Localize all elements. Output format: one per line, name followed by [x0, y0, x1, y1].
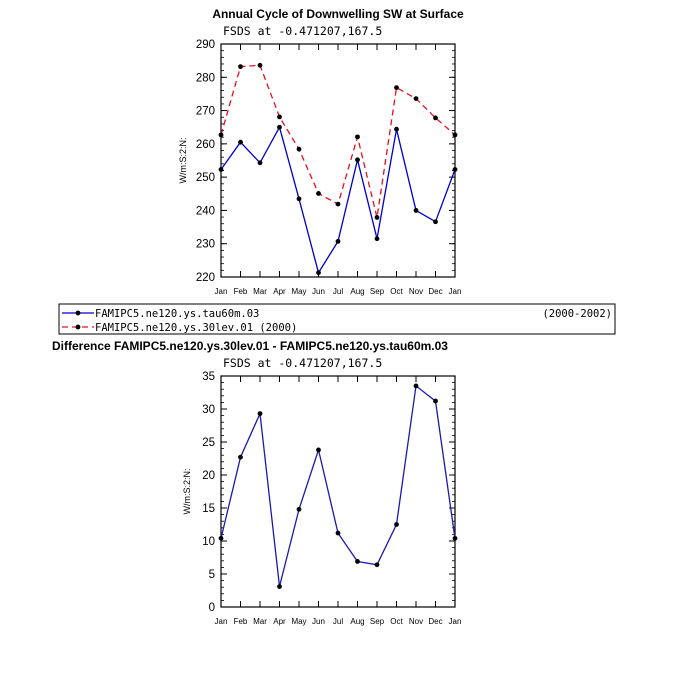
legend-label-1: FAMIPC5.ne120.ys.tau60m.03 [95, 308, 260, 320]
data-point [316, 191, 321, 196]
x-tick-label: May [291, 617, 307, 626]
plot-frame [221, 376, 455, 607]
y-tick-label: 220 [195, 272, 215, 284]
data-point [316, 448, 321, 453]
y-tick-label: 20 [202, 470, 215, 482]
data-point [258, 411, 263, 416]
data-point [277, 125, 282, 130]
chart-subtitle: FSDS at -0.471207,167.5 [223, 356, 383, 370]
data-point [355, 157, 360, 162]
data-point [433, 115, 438, 120]
x-tick-label: Dec [428, 617, 443, 626]
data-point [297, 147, 302, 152]
y-tick-label: 30 [202, 404, 215, 416]
x-tick-label: Jan [448, 617, 462, 626]
data-point [238, 64, 243, 69]
data-point [375, 215, 380, 220]
x-tick-label: Dec [428, 287, 443, 296]
data-point [414, 96, 419, 101]
x-tick-label: Jan [214, 617, 228, 626]
data-point [258, 160, 263, 165]
y-tick-label: 240 [195, 205, 215, 218]
data-point [219, 536, 224, 541]
data-point [414, 208, 419, 213]
data-point [238, 455, 243, 460]
y-axis-label: W/m:S:2:N: [178, 137, 188, 184]
data-point [336, 531, 341, 536]
y-tick-label: 0 [208, 602, 215, 614]
x-tick-label: Sep [369, 287, 385, 296]
x-tick-label: Nov [408, 617, 424, 626]
x-tick-label: Feb [233, 617, 248, 626]
chart-title: Annual Cycle of Downwelling SW at Surface [212, 7, 464, 21]
y-axis-label: W/m:S:2:N: [182, 468, 192, 515]
x-tick-label: Nov [408, 287, 424, 296]
data-point [375, 236, 380, 241]
data-point [336, 202, 341, 207]
x-tick-label: Mar [253, 617, 267, 626]
chart-title: Difference FAMIPC5.ne120.ys.30lev.01 - FAMIPC5.ne120.ys.tau60m.03 [52, 339, 448, 353]
x-tick-label: Sep [369, 617, 385, 626]
x-tick-label: Oct [390, 287, 403, 296]
series-line-1 [221, 127, 455, 273]
x-tick-label: Aug [350, 287, 365, 296]
data-point [258, 63, 263, 68]
x-tick-label: Mar [253, 287, 267, 296]
x-tick-label: Apr [273, 287, 286, 296]
data-point [394, 127, 399, 132]
data-point [277, 114, 282, 119]
data-point [219, 167, 224, 172]
legend-label-2: FAMIPC5.ne120.ys.30lev.01 (2000) [95, 322, 298, 334]
x-tick-label: Jan [448, 287, 462, 296]
data-point [394, 522, 399, 527]
x-tick-label: Jun [312, 617, 325, 626]
y-tick-label: 35 [202, 371, 215, 383]
data-point [297, 507, 302, 512]
data-point [355, 559, 360, 564]
series-line-1 [221, 386, 455, 587]
y-tick-label: 10 [202, 536, 215, 548]
data-point [355, 134, 360, 139]
x-tick-label: Jun [312, 287, 325, 296]
y-tick-label: 25 [202, 437, 215, 449]
x-tick-label: Jan [214, 287, 228, 296]
y-tick-label: 290 [195, 39, 215, 51]
y-tick-label: 250 [195, 172, 215, 185]
y-tick-label: 260 [195, 138, 215, 151]
chart-annual-cycle [178, 7, 464, 296]
x-tick-label: Apr [273, 617, 286, 626]
data-point [375, 562, 380, 567]
legend [59, 304, 615, 334]
data-point [297, 196, 302, 201]
legend-period-1: (2000-2002) [542, 308, 612, 320]
y-tick-label: 270 [195, 105, 215, 118]
data-point [336, 239, 341, 244]
y-tick-label: 230 [195, 238, 215, 251]
data-point [219, 132, 224, 137]
legend-marker [76, 325, 81, 330]
x-tick-label: Feb [233, 287, 248, 296]
x-tick-label: Aug [350, 617, 365, 626]
y-tick-label: 5 [208, 569, 215, 581]
legend-marker [76, 311, 81, 316]
x-tick-label: May [291, 287, 307, 296]
data-point [394, 85, 399, 90]
data-point [316, 270, 321, 275]
data-point [277, 584, 282, 589]
chart-subtitle: FSDS at -0.471207,167.5 [223, 24, 383, 38]
data-point [453, 536, 458, 541]
chart-difference [52, 339, 461, 626]
data-point [238, 140, 243, 145]
y-tick-label: 15 [202, 503, 215, 515]
data-point [453, 167, 458, 172]
y-tick-label: 280 [195, 72, 215, 85]
x-tick-label: Jul [332, 617, 344, 626]
x-tick-label: Jul [332, 287, 344, 296]
data-point [453, 132, 458, 137]
data-point [433, 399, 438, 404]
series-line-2 [221, 65, 455, 217]
data-point [414, 384, 419, 389]
data-point [433, 219, 438, 224]
x-tick-label: Oct [390, 617, 403, 626]
